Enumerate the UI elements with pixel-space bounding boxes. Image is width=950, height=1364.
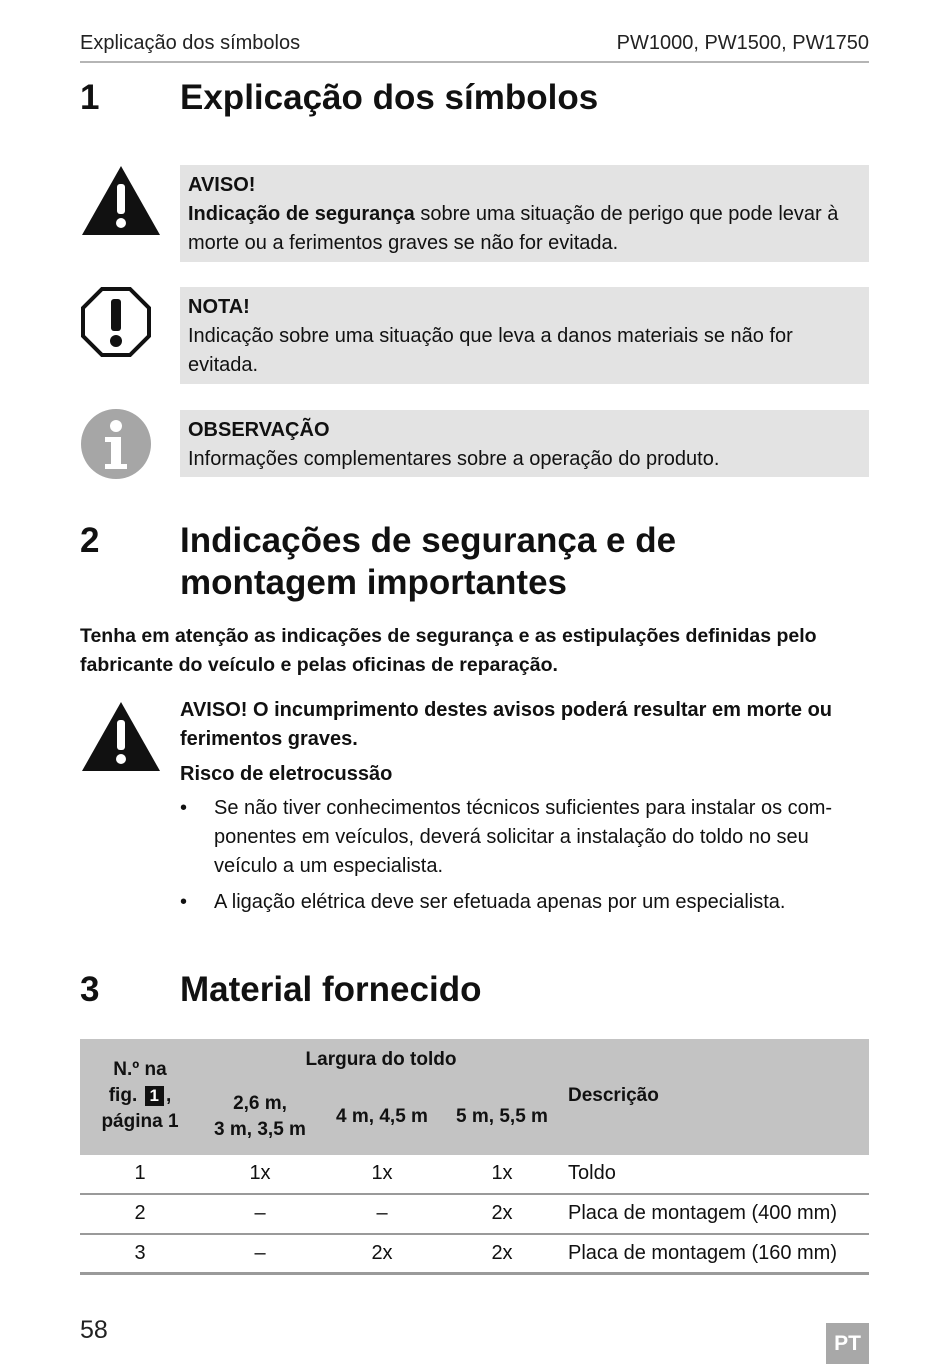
warning-bullet-list — [180, 794, 869, 917]
warning-heading: AVISO! O incumprimento destes avisos poderá resultar em morte ou ferimentos graves. — [180, 699, 833, 750]
cell-width-3: 2x — [491, 1202, 513, 1224]
table-row — [80, 1235, 869, 1275]
page-number: 58 — [80, 1316, 108, 1344]
col-header-width-1-line1: 2,6 m, — [233, 1093, 287, 1114]
notice-note — [180, 287, 869, 384]
section-3-title: Material fornecido — [180, 970, 482, 1009]
notice-lead: Indicação de segurança — [188, 203, 415, 225]
notice-text: Indicação sobre uma situação que leva a danos materiais se não for evitada. — [188, 325, 793, 376]
cell-width-3: 2x — [491, 1242, 513, 1264]
electrocution-warning — [180, 696, 869, 924]
col-header-width-1 — [200, 1091, 320, 1143]
section-3-heading — [80, 969, 880, 1013]
notice-text: Informações complementares sobre a operação do produto. — [188, 448, 720, 470]
notice-keyword: AVISO! — [188, 174, 256, 196]
cell-width-2: – — [376, 1202, 388, 1224]
list-item-text: Se não tiver conhecimentos técnicos suficientes para instalar os com-ponentes em veículos, deverá solicitar a instalação do toldo no seu veículo a um especialista. — [214, 797, 833, 877]
header-section-title: Explicação dos símbolos — [80, 32, 301, 54]
cell-width-1: – — [254, 1242, 266, 1264]
warning-triangle-icon — [80, 700, 162, 778]
list-item-text: A ligação elétrica deve ser efetuada apenas por um especialista. — [214, 891, 786, 913]
col-header-number-line2 — [90, 1083, 190, 1109]
cell-number: 3 — [134, 1242, 146, 1264]
section-2-heading — [80, 520, 880, 608]
cell-description: Toldo — [568, 1162, 616, 1184]
cell-width-2: 2x — [371, 1242, 393, 1264]
fig-label: fig. — [108, 1085, 138, 1106]
octagon-exclamation-icon — [80, 286, 152, 363]
cell-description: Placa de montagem (160 mm) — [568, 1242, 838, 1264]
col-header-number — [90, 1057, 190, 1135]
col-header-width-1-line2: 3 m, 3,5 m — [214, 1119, 306, 1140]
section-1-number: 1 — [80, 78, 100, 117]
language-badge: PT — [826, 1323, 869, 1364]
col-header-number-line3: página 1 — [101, 1111, 179, 1132]
section-2-title-line2: montagem importantes — [180, 563, 567, 602]
cell-width-1: – — [254, 1202, 266, 1224]
notice-observation — [180, 410, 869, 477]
cell-width-1: 1x — [249, 1162, 271, 1184]
running-header — [80, 30, 869, 63]
table-row — [80, 1155, 869, 1195]
cell-width-3: 1x — [491, 1162, 513, 1184]
fig-comma: , — [165, 1085, 172, 1106]
bullet-icon: • — [180, 891, 188, 913]
table-header — [80, 1039, 869, 1155]
warning-subheading: Risco de eletrocussão — [180, 763, 393, 785]
col-header-width-group: Largura do toldo — [305, 1049, 457, 1070]
notice-text: sobre uma situação de perigo que pode levar à morte ou a ferimentos graves se não for evitada. — [188, 203, 839, 254]
section-2-title — [180, 520, 800, 604]
cell-number: 2 — [134, 1202, 146, 1224]
cell-width-2: 1x — [371, 1162, 393, 1184]
cell-description: Placa de montagem (400 mm) — [568, 1202, 838, 1224]
safety-intro: Tenha em atenção as indicações de segurança e as estipulações definidas pelo fabricante do veículo e pelas oficinas de reparação. — [80, 625, 817, 676]
list-item — [180, 794, 869, 881]
section-3-number: 3 — [80, 970, 100, 1009]
notice-keyword: NOTA! — [188, 296, 250, 318]
delivery-scope-table — [80, 1039, 869, 1275]
warning-triangle-icon — [80, 164, 162, 242]
col-header-width-3: 5 m, 5,5 m — [456, 1106, 548, 1127]
notice-keyword: OBSERVAÇÃO — [188, 419, 330, 441]
list-item — [180, 888, 869, 917]
section-1-title: Explicação dos símbolos — [180, 78, 599, 117]
info-circle-icon — [80, 408, 152, 485]
table-row — [80, 1195, 869, 1235]
notice-warning — [180, 165, 869, 262]
bullet-icon: • — [180, 797, 188, 819]
col-header-description: Descrição — [568, 1085, 659, 1106]
section-1-heading — [80, 77, 880, 121]
section-2-number: 2 — [80, 521, 100, 560]
col-header-width-2: 4 m, 4,5 m — [336, 1106, 428, 1127]
figure-number-badge: 1 — [145, 1086, 164, 1106]
header-models: PW1000, PW1500, PW1750 — [616, 32, 869, 54]
section-2-title-line1: Indicações de segurança e de — [180, 521, 677, 560]
col-header-number-line1: N.º na — [113, 1059, 167, 1080]
cell-number: 1 — [134, 1162, 146, 1184]
